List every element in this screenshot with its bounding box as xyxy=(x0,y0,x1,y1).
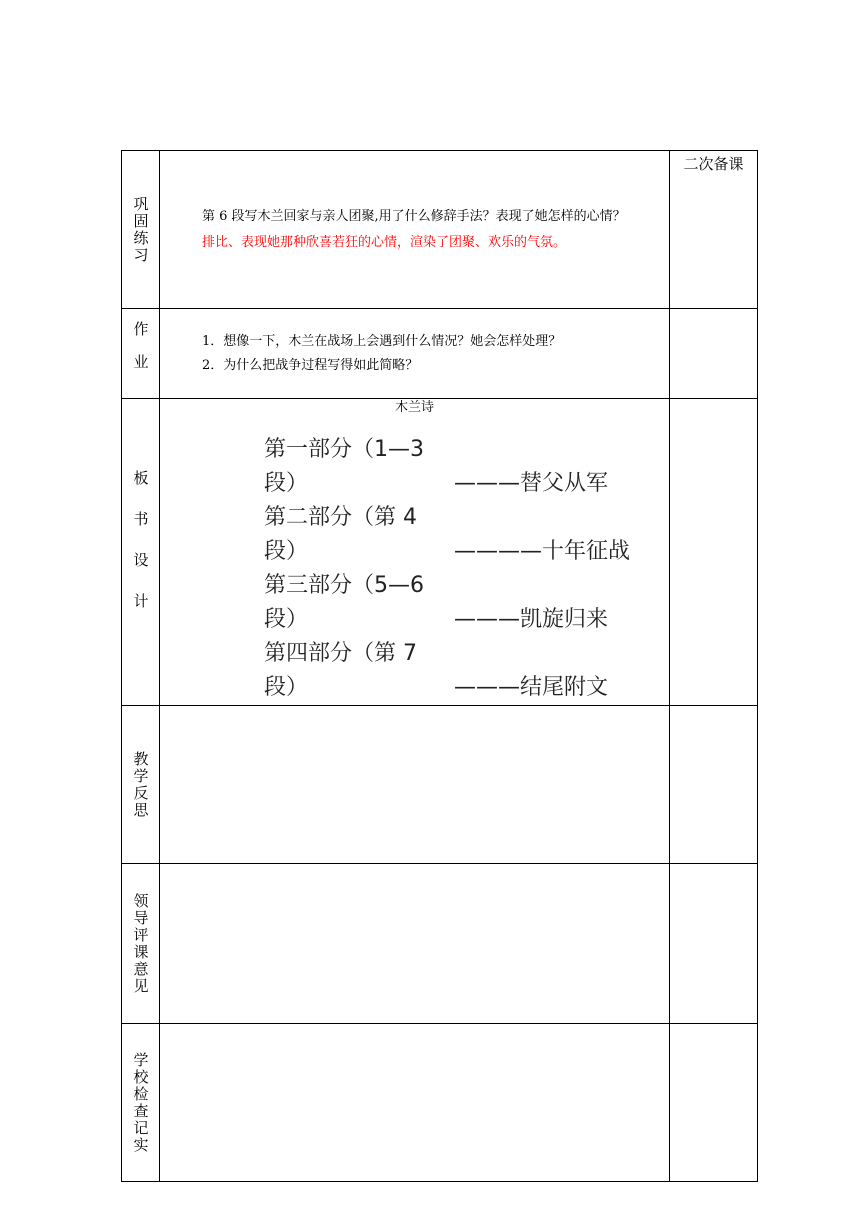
practice-answer: 排比、表现她那种欣喜若狂的心情，渲染了团聚、欢乐的气氛。 xyxy=(202,234,567,250)
school-row xyxy=(122,1024,758,1182)
board-line xyxy=(264,501,669,569)
board-line-part: 第一部分（1—3 段） xyxy=(264,437,424,496)
practice-label-cell xyxy=(122,151,160,309)
board-line-summary: ————十年征战 xyxy=(454,539,631,564)
practice-label: 巩固练习 xyxy=(131,195,150,264)
reflection-label-cell xyxy=(122,706,160,864)
practice-question: 第 6 段写木兰回家与亲人团聚,用了什么修辞手法？表现了她怎样的心情？ xyxy=(202,208,626,224)
board-line xyxy=(264,637,669,705)
second-prep-header-cell xyxy=(670,151,758,309)
board-row xyxy=(122,399,758,706)
leader-content-cell xyxy=(160,864,670,1024)
homework-note-cell xyxy=(670,309,758,399)
board-label-cell xyxy=(122,399,160,706)
board-label: 板书设计 xyxy=(131,470,150,634)
leader-row xyxy=(122,864,758,1024)
board-line-summary: ———凯旋归来 xyxy=(454,607,609,632)
reflection-label: 教学反思 xyxy=(131,750,150,819)
board-lines xyxy=(160,433,669,705)
homework-item: 1．想像一下，木兰在战场上会遇到什么情况？她会怎样处理？ xyxy=(202,333,562,349)
board-line xyxy=(264,569,669,637)
leader-label: 领导评课意见 xyxy=(131,892,150,995)
reflection-row xyxy=(122,706,758,864)
school-content-cell xyxy=(160,1024,670,1182)
reflection-content-cell xyxy=(160,706,670,864)
school-note-cell xyxy=(670,1024,758,1182)
practice-row xyxy=(122,151,758,309)
homework-content-cell xyxy=(160,309,670,399)
board-line xyxy=(264,433,669,501)
homework-label-cell xyxy=(122,309,160,399)
board-title: 木兰诗 xyxy=(394,400,434,415)
board-line-part: 第二部分（第 4 段） xyxy=(264,505,417,564)
lesson-plan-table xyxy=(121,150,758,1182)
homework-item: 2．为什么把战争过程写得如此简略？ xyxy=(202,357,419,373)
leader-label-cell xyxy=(122,864,160,1024)
board-line-part: 第四部分（第 7 段） xyxy=(264,641,417,700)
board-line-summary: ———替父从军 xyxy=(454,471,609,496)
second-prep-header: 二次备课 xyxy=(683,155,744,173)
board-content-cell xyxy=(160,399,670,706)
leader-note-cell xyxy=(670,864,758,1024)
school-label-cell xyxy=(122,1024,160,1182)
reflection-note-cell xyxy=(670,706,758,864)
practice-content-cell xyxy=(160,151,670,309)
school-label: 学校检查记实 xyxy=(131,1051,150,1154)
board-note-cell xyxy=(670,399,758,706)
homework-label: 作业 xyxy=(131,320,150,387)
board-line-part: 第三部分（5—6 段） xyxy=(264,573,424,632)
homework-row xyxy=(122,309,758,399)
board-line-summary: ———结尾附文 xyxy=(454,675,609,700)
